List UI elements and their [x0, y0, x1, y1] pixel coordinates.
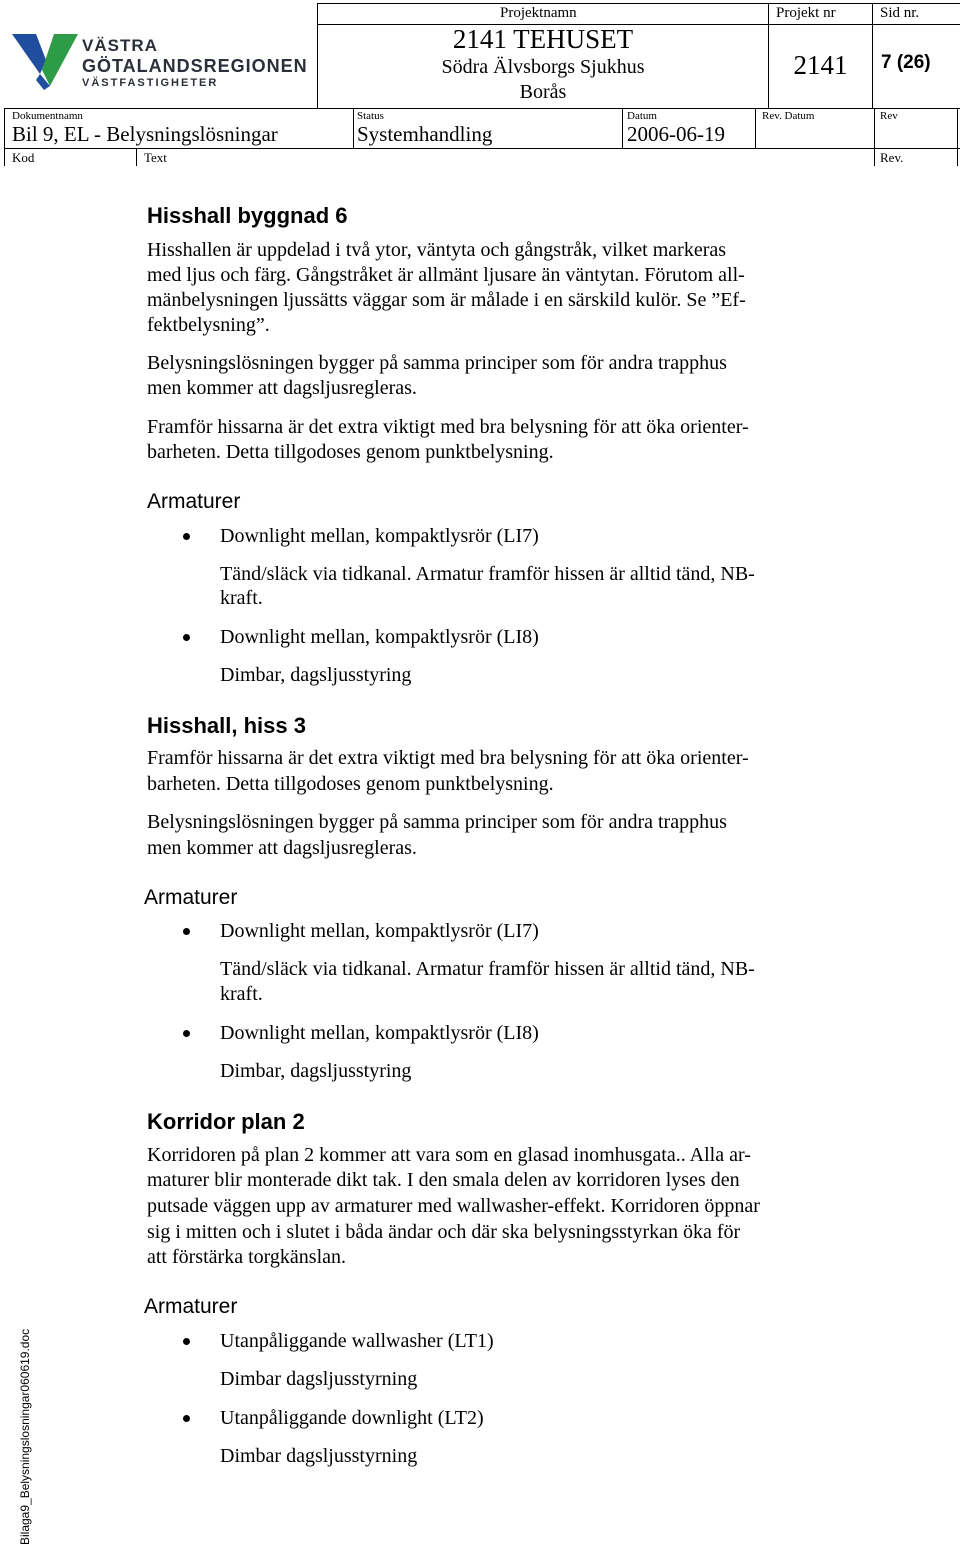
- rev-datum-label: Rev. Datum: [762, 110, 815, 122]
- list-item-desc: Tänd/släck via tidkanal. Armatur framför hissen är alltid tänd, NB-: [220, 958, 755, 980]
- body-text: barheten. Detta tillgodoses genom punktbelysning.: [147, 773, 554, 795]
- text-label: Text: [144, 150, 167, 165]
- subheading: Armaturer: [144, 886, 238, 909]
- body-text: maturer blir monterade dikt tak. I den smala delen av korridoren lyses den: [147, 1169, 740, 1191]
- list-item-desc: Dimbar dagsljusstyrning: [220, 1445, 418, 1467]
- logo-mark-icon: [10, 30, 80, 92]
- body-text: att förstärka torgkänslan.: [147, 1246, 347, 1268]
- bullet-icon: [183, 533, 190, 540]
- body-text: Belysningslösningen bygger på samma principer som för andra trapphus: [147, 352, 727, 374]
- bullet-icon: [183, 634, 190, 641]
- header-rule-datum: [622, 108, 623, 148]
- body-text: Framför hissarna är det extra viktigt med bra belysning för att öka orienter-: [147, 416, 749, 438]
- body-text: men kommer att dagsljusregleras.: [147, 837, 417, 859]
- list-item-desc: kraft.: [220, 983, 263, 1005]
- bullet-icon: [183, 928, 190, 935]
- bullet-icon: [183, 1415, 190, 1422]
- header-rule-low: [4, 148, 960, 149]
- body-text: putsade väggen upp av armaturer med wallwasher-effekt. Korridoren öppnar: [147, 1195, 760, 1217]
- logo-line1: VÄSTRA: [82, 36, 158, 55]
- body-text: fektbelysning”.: [147, 314, 270, 336]
- status-label: Status: [357, 110, 384, 122]
- body-text: Framför hissarna är det extra viktigt med bra belysning för att öka orienter-: [147, 747, 749, 769]
- sid-nr-label: Sid nr.: [880, 5, 920, 21]
- header-rule-status: [353, 108, 354, 148]
- list-item-title: Utanpåliggande downlight (LT2): [220, 1407, 484, 1429]
- rev-label: Rev: [880, 110, 898, 122]
- project-title: 2141 TEHUSET: [452, 24, 634, 54]
- section-heading: Hisshall, hiss 3: [147, 713, 306, 738]
- body-text: Korridoren på plan 2 kommer att vara som en glasad inomhusgata.. Alla ar-: [147, 1144, 751, 1166]
- header-rule-left2: [4, 108, 5, 166]
- dokumentnamn-label: Dokumentnamn: [12, 110, 83, 122]
- list-item-title: Downlight mellan, kompaktlysrör (LI7): [220, 920, 539, 942]
- project-number: 2141: [793, 50, 848, 80]
- list-item-desc: Dimbar, dagsljusstyring: [220, 1060, 412, 1082]
- body-text: barheten. Detta tillgodoses genom punktbelysning.: [147, 441, 554, 463]
- list-item-desc: Dimbar, dagsljusstyring: [220, 664, 412, 686]
- header-rule-rev: [874, 108, 875, 166]
- region-logo: [10, 30, 310, 92]
- list-item-title: Downlight mellan, kompaktlysrör (LI8): [220, 1022, 539, 1044]
- header-rule-kod: [136, 148, 137, 166]
- body-text: men kommer att dagsljusregleras.: [147, 377, 417, 399]
- bullet-icon: [183, 1338, 190, 1345]
- project-subtitle-2: Borås: [519, 81, 567, 103]
- document-name: Bil 9, EL - Belysningslösningar: [12, 122, 278, 146]
- body-text: Belysningslösningen bygger på samma principer som för andra trapphus: [147, 811, 727, 833]
- body-text: sig i mitten och i slutet i båda ändar och där ska belysningsstyrkan öka för: [147, 1221, 741, 1243]
- list-item-title: Downlight mellan, kompaktlysrör (LI8): [220, 626, 539, 648]
- list-item-title: Downlight mellan, kompaktlysrör (LI7): [220, 525, 539, 547]
- list-item-desc: Dimbar dagsljusstyrning: [220, 1368, 418, 1390]
- projektnamn-label: Projektnamn: [500, 5, 577, 21]
- list-item-title: Utanpåliggande wallwasher (LT1): [220, 1330, 494, 1352]
- header-rule-revdatum: [755, 108, 756, 148]
- body-text: mänbelysningen ljussätts väggar som är målade i en särskild kulör. Se ”Ef-: [147, 289, 746, 311]
- document-status: Systemhandling: [357, 122, 493, 146]
- section-heading: Hisshall byggnad 6: [147, 203, 348, 228]
- logo-line3: VÄSTFASTIGHETER: [82, 77, 219, 89]
- section-heading: Korridor plan 2: [147, 1109, 305, 1134]
- body-text: Hisshallen är uppdelad i två ytor, väntyta och gångstråk, vilket markeras: [147, 239, 727, 261]
- list-item-desc: kraft.: [220, 587, 263, 609]
- subheading: Armaturer: [147, 490, 241, 513]
- page-number: 7 (26): [881, 52, 931, 73]
- header-rule-top: [317, 3, 960, 4]
- header-rule-mid: [4, 108, 960, 109]
- project-subtitle-1: Södra Älvsborgs Sjukhus: [441, 56, 645, 78]
- body-text: med ljus och färg. Gångstråket är allmänt ljusare än väntytan. Förutom all-: [147, 264, 745, 286]
- projekt-nr-label: Projekt nr: [776, 5, 836, 21]
- header-rule-sid: [872, 3, 873, 108]
- header-rule-right: [957, 108, 958, 166]
- datum-label: Datum: [627, 110, 657, 122]
- document-date: 2006-06-19: [627, 122, 725, 146]
- logo-line2: GÖTALANDSREGIONEN: [82, 56, 308, 76]
- footer-filename: Bilaga9_Belysningslosningar060619.doc: [18, 1328, 32, 1545]
- list-item-desc: Tänd/släck via tidkanal. Armatur framför hissen är alltid tänd, NB-: [220, 563, 755, 585]
- kod-label: Kod: [12, 150, 35, 165]
- rev2-label: Rev.: [880, 150, 904, 165]
- bullet-icon: [183, 1030, 190, 1037]
- subheading: Armaturer: [144, 1295, 238, 1318]
